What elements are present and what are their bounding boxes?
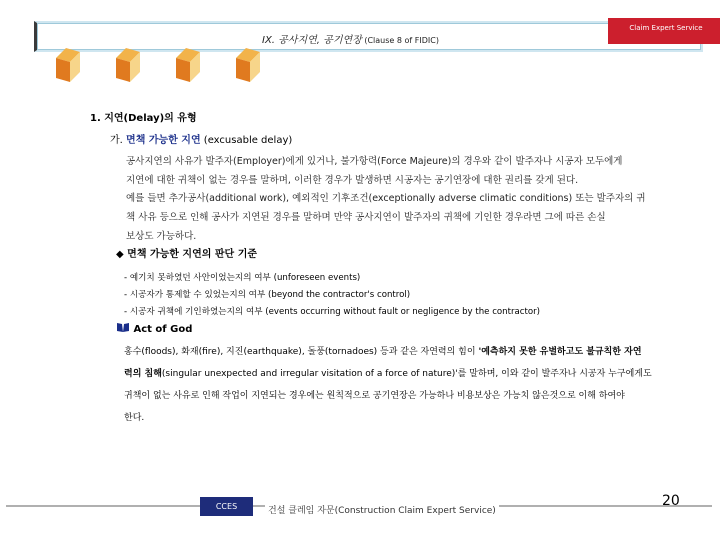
footer-badge: CCES (200, 497, 253, 516)
cube-icon (176, 48, 200, 82)
emphasis-span: '예측하지 못한 유별하고도 불규칙한 자연 (478, 347, 642, 357)
act-of-god-paragraph (124, 341, 652, 429)
paragraph-line: 귀책이 없는 사유로 인해 작업이 지연되는 경우에는 원칙적으로 공기연장은 가능하나 비용보상은 가능치 않은것으로 이해 하여야 (124, 391, 625, 401)
paragraph-example (126, 189, 646, 246)
cube-icon (56, 48, 80, 82)
cube-icon (236, 48, 260, 82)
paragraph-line: 예를 들면 추가공사(additional work), 예외적인 기후조건(exceptionally adverse climatic conditions) 또는 발주자의 귀 (126, 193, 646, 204)
emphasis-span: 력의 침해 (124, 369, 162, 379)
act-of-god-title: Act of God (133, 324, 193, 335)
list-item: - 시공자 귀책에 기인하였는지의 여부 (events occurring without fault or negligence by the contractor) (124, 307, 541, 317)
text-span: 홍수(floods), 화재(fire), 지진(earthquake), 돌풍(tornadoes) 등과 같은 자연력의 힘이 (124, 347, 479, 357)
text-span: (singular unexpected and irregular visitation of a force of nature)'를 말하며, 이와 같이 발주자나 시공자 누구에게도 (161, 369, 652, 379)
decorative-cubes-icon (56, 48, 296, 92)
book-icon (116, 322, 130, 333)
slide-title-kr: IX. 공사지연, 공기연장 (262, 35, 362, 46)
paragraph-line: 책 사유 등으로 인해 공사가 지연된 경우를 말하며 만약 공사지연이 발주자의 귀책에 기인한 경우라면 그에 따른 손실 (126, 212, 606, 223)
slide-title (262, 31, 439, 46)
header-accent-label: Claim Expert Service (629, 24, 703, 32)
paragraph-line: 한다. (124, 413, 145, 423)
paragraph-line (124, 363, 652, 385)
criteria-title: ◆ 면책 가능한 지연의 판단 기준 (116, 249, 258, 260)
paragraph-line: 보상도 가능하다. (126, 231, 197, 242)
page-number: 20 (662, 493, 680, 509)
section-heading: 1. 지연(Delay)의 유형 (90, 113, 197, 124)
footer-text: 건설 클레임 자문(Construction Claim Expert Service) (265, 503, 499, 516)
list-item: - 예기치 못하였던 사안이었는지의 여부 (unforeseen events) (124, 273, 361, 283)
subsection-heading (110, 131, 292, 150)
act-of-god-heading (116, 320, 192, 339)
criteria-list (124, 270, 540, 321)
paragraph-line: 지연에 대한 귀책이 없는 경우를 말하며, 이러한 경우가 발생하면 시공자는 공기연장에 대한 권리를 갖게 된다. (126, 175, 579, 186)
paragraph-definition (126, 152, 622, 190)
paragraph-line (124, 341, 652, 363)
subsection-suffix: (excusable delay) (200, 135, 293, 146)
slide-title-en: (Clause 8 of FIDIC) (361, 36, 439, 45)
paragraph-line: 공사지연의 사유가 발주자(Employer)에게 있거나, 불가항력(Force Majeure)의 경우와 같이 발주자나 시공자 모두에게 (126, 156, 623, 167)
cube-icon (116, 48, 140, 82)
subsection-prefix: 가. (110, 135, 127, 146)
list-item: - 시공자가 통제할 수 있었는지의 여부 (beyond the contractor's control) (124, 290, 411, 300)
subsection-highlight: 면책 가능한 지연 (126, 135, 201, 146)
